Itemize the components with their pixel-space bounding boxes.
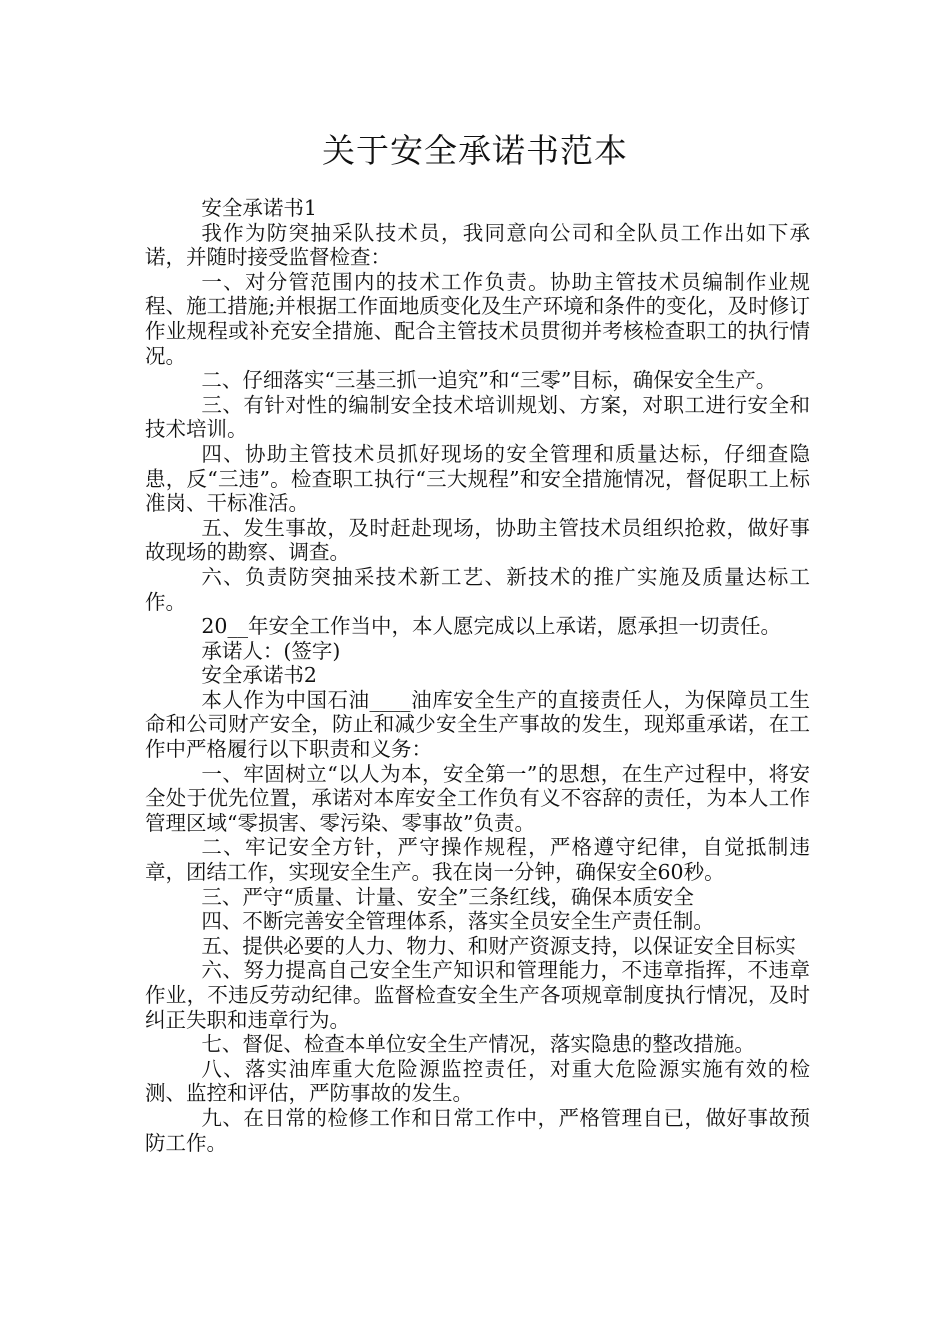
section-heading-1: 安全承诺书1 (201, 196, 317, 220)
paragraph: 20__年安全工作当中，本人愿完成以上承诺，愿承担一切责任。 (201, 614, 781, 639)
paragraph: 本人作为中国石油____油库安全生产的直接责任人，为保障员工生命和公司财产安全，防止和减少安全生产事故的发生，现郑重承诺，在工作中严格履行以下职责和义务： (145, 687, 810, 762)
signature-line: 承诺人：(签字) (201, 638, 341, 663)
paragraph: 五、提供必要的人力、物力、和财产资源支持，以保证安全目标实 (201, 933, 796, 958)
paragraph: 一、对分管范围内的技术工作负责。协助主管技术员编制作业规程、施工措施;并根据工作面地质变化及生产环境和条件的变化，及时修订作业规程或补充安全措施、配合主管技术员贯彻并考核检查职工的执行情况。 (145, 269, 810, 368)
paragraph: 六、负责防突抽采技术新工艺、新技术的推广实施及质量达标工作。 (145, 564, 810, 614)
paragraph: 二、牢记安全方针，严守操作规程，严格遵守纪律，自觉抵制违章，团结工作，实现安全生产。我在岗一分钟，确保安全60秒。 (145, 835, 810, 885)
paragraph: 七、督促、检查本单位安全生产情况，落实隐患的整改措施。 (201, 1032, 755, 1057)
document-body (145, 196, 810, 1155)
paragraph: 四、协助主管技术员抓好现场的安全管理和质量达标，仔细查隐患，反“三违”。检查职工执行“三大规程”和安全措施情况，督促职工上标准岗、干标准活。 (145, 441, 810, 516)
paragraph: 我作为防突抽采队技术员，我同意向公司和全队员工作出如下承诺，并随时接受监督检查： (145, 220, 810, 270)
document-title: 关于安全承诺书范本 (322, 131, 628, 170)
paragraph: 五、发生事故，及时赶赴现场，协助主管技术员组织抢救，做好事故现场的勘察、调查。 (145, 515, 810, 565)
paragraph: 八、落实油库重大危险源监控责任，对重大危险源实施有效的检测、监控和评估，严防事故的发生。 (145, 1056, 810, 1106)
paragraph: 九、在日常的检修工作和日常工作中，严格管理自已，做好事故预防工作。 (145, 1105, 810, 1155)
section-heading-2: 安全承诺书2 (201, 663, 317, 688)
paragraph: 一、牢固树立“以人为本，安全第一”的思想，在生产过程中，将安全处于优先位置，承诺对本库安全工作负有义不容辞的责任，为本人工作管理区域“零损害、零污染、零事故”负责。 (145, 761, 810, 835)
paragraph: 六、努力提高自己安全生产知识和管理能力，不违章指挥，不违章作业，不违反劳动纪律。监督检查安全生产各项规章制度执行情况，及时纠正失职和违章行为。 (145, 958, 810, 1032)
paragraph: 三、有针对性的编制安全技术培训规划、方案，对职工进行安全和技术培训。 (145, 392, 810, 442)
paragraph: 四、不断完善安全管理体系，落实全员安全生产责任制。 (201, 909, 714, 934)
paragraph: 二、仔细落实“三基三抓一追究”和“三零”目标，确保安全生产。 (201, 368, 777, 393)
paragraph: 三、严守“质量、计量、安全”三条红线，确保本质安全 (201, 884, 694, 909)
